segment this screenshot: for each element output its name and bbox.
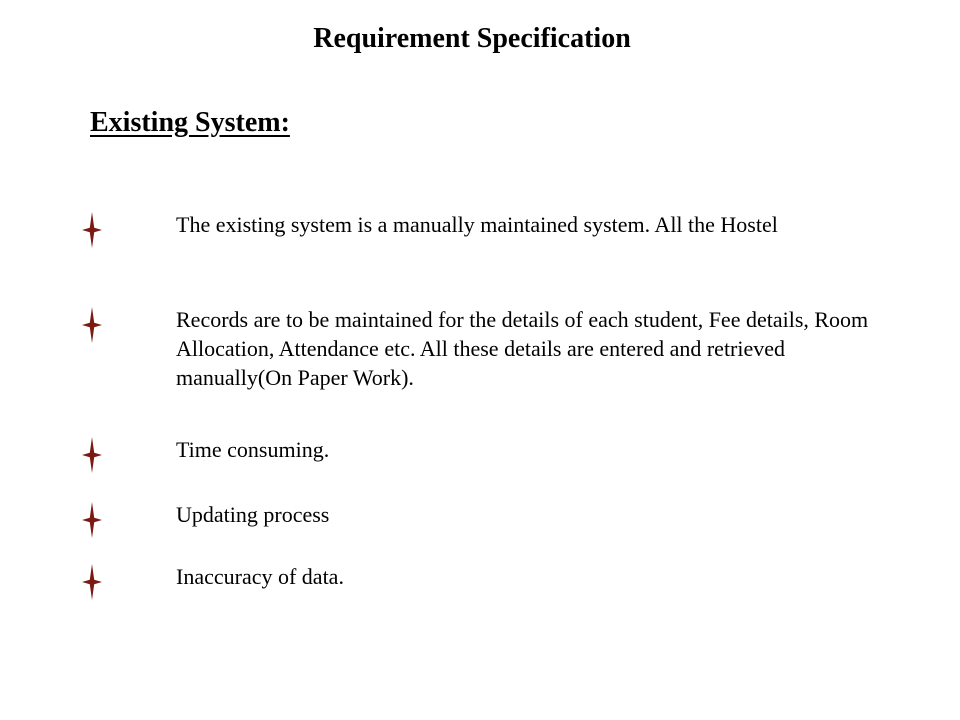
bullet-text: Records are to be maintained for the details of each student, Fee details, Room Allocation, Attendance etc. All these details are entered and retrieved manually(On Paper Work). xyxy=(176,307,869,390)
slide-title: Requirement Specification xyxy=(313,23,631,54)
bullet-text: Time consuming. xyxy=(176,437,330,462)
bullet-text: Updating process xyxy=(176,502,330,527)
four-point-star-icon xyxy=(80,562,104,602)
four-point-star-icon xyxy=(80,500,104,540)
bullet-text: Inaccuracy of data. xyxy=(176,564,344,589)
four-point-star-icon xyxy=(80,435,104,475)
four-point-star-icon xyxy=(80,210,104,250)
four-point-star-icon xyxy=(80,305,104,345)
bullet-text: The existing system is a manually maintained system. All the Hostel xyxy=(176,212,778,237)
section-heading: Existing System: xyxy=(90,107,290,138)
